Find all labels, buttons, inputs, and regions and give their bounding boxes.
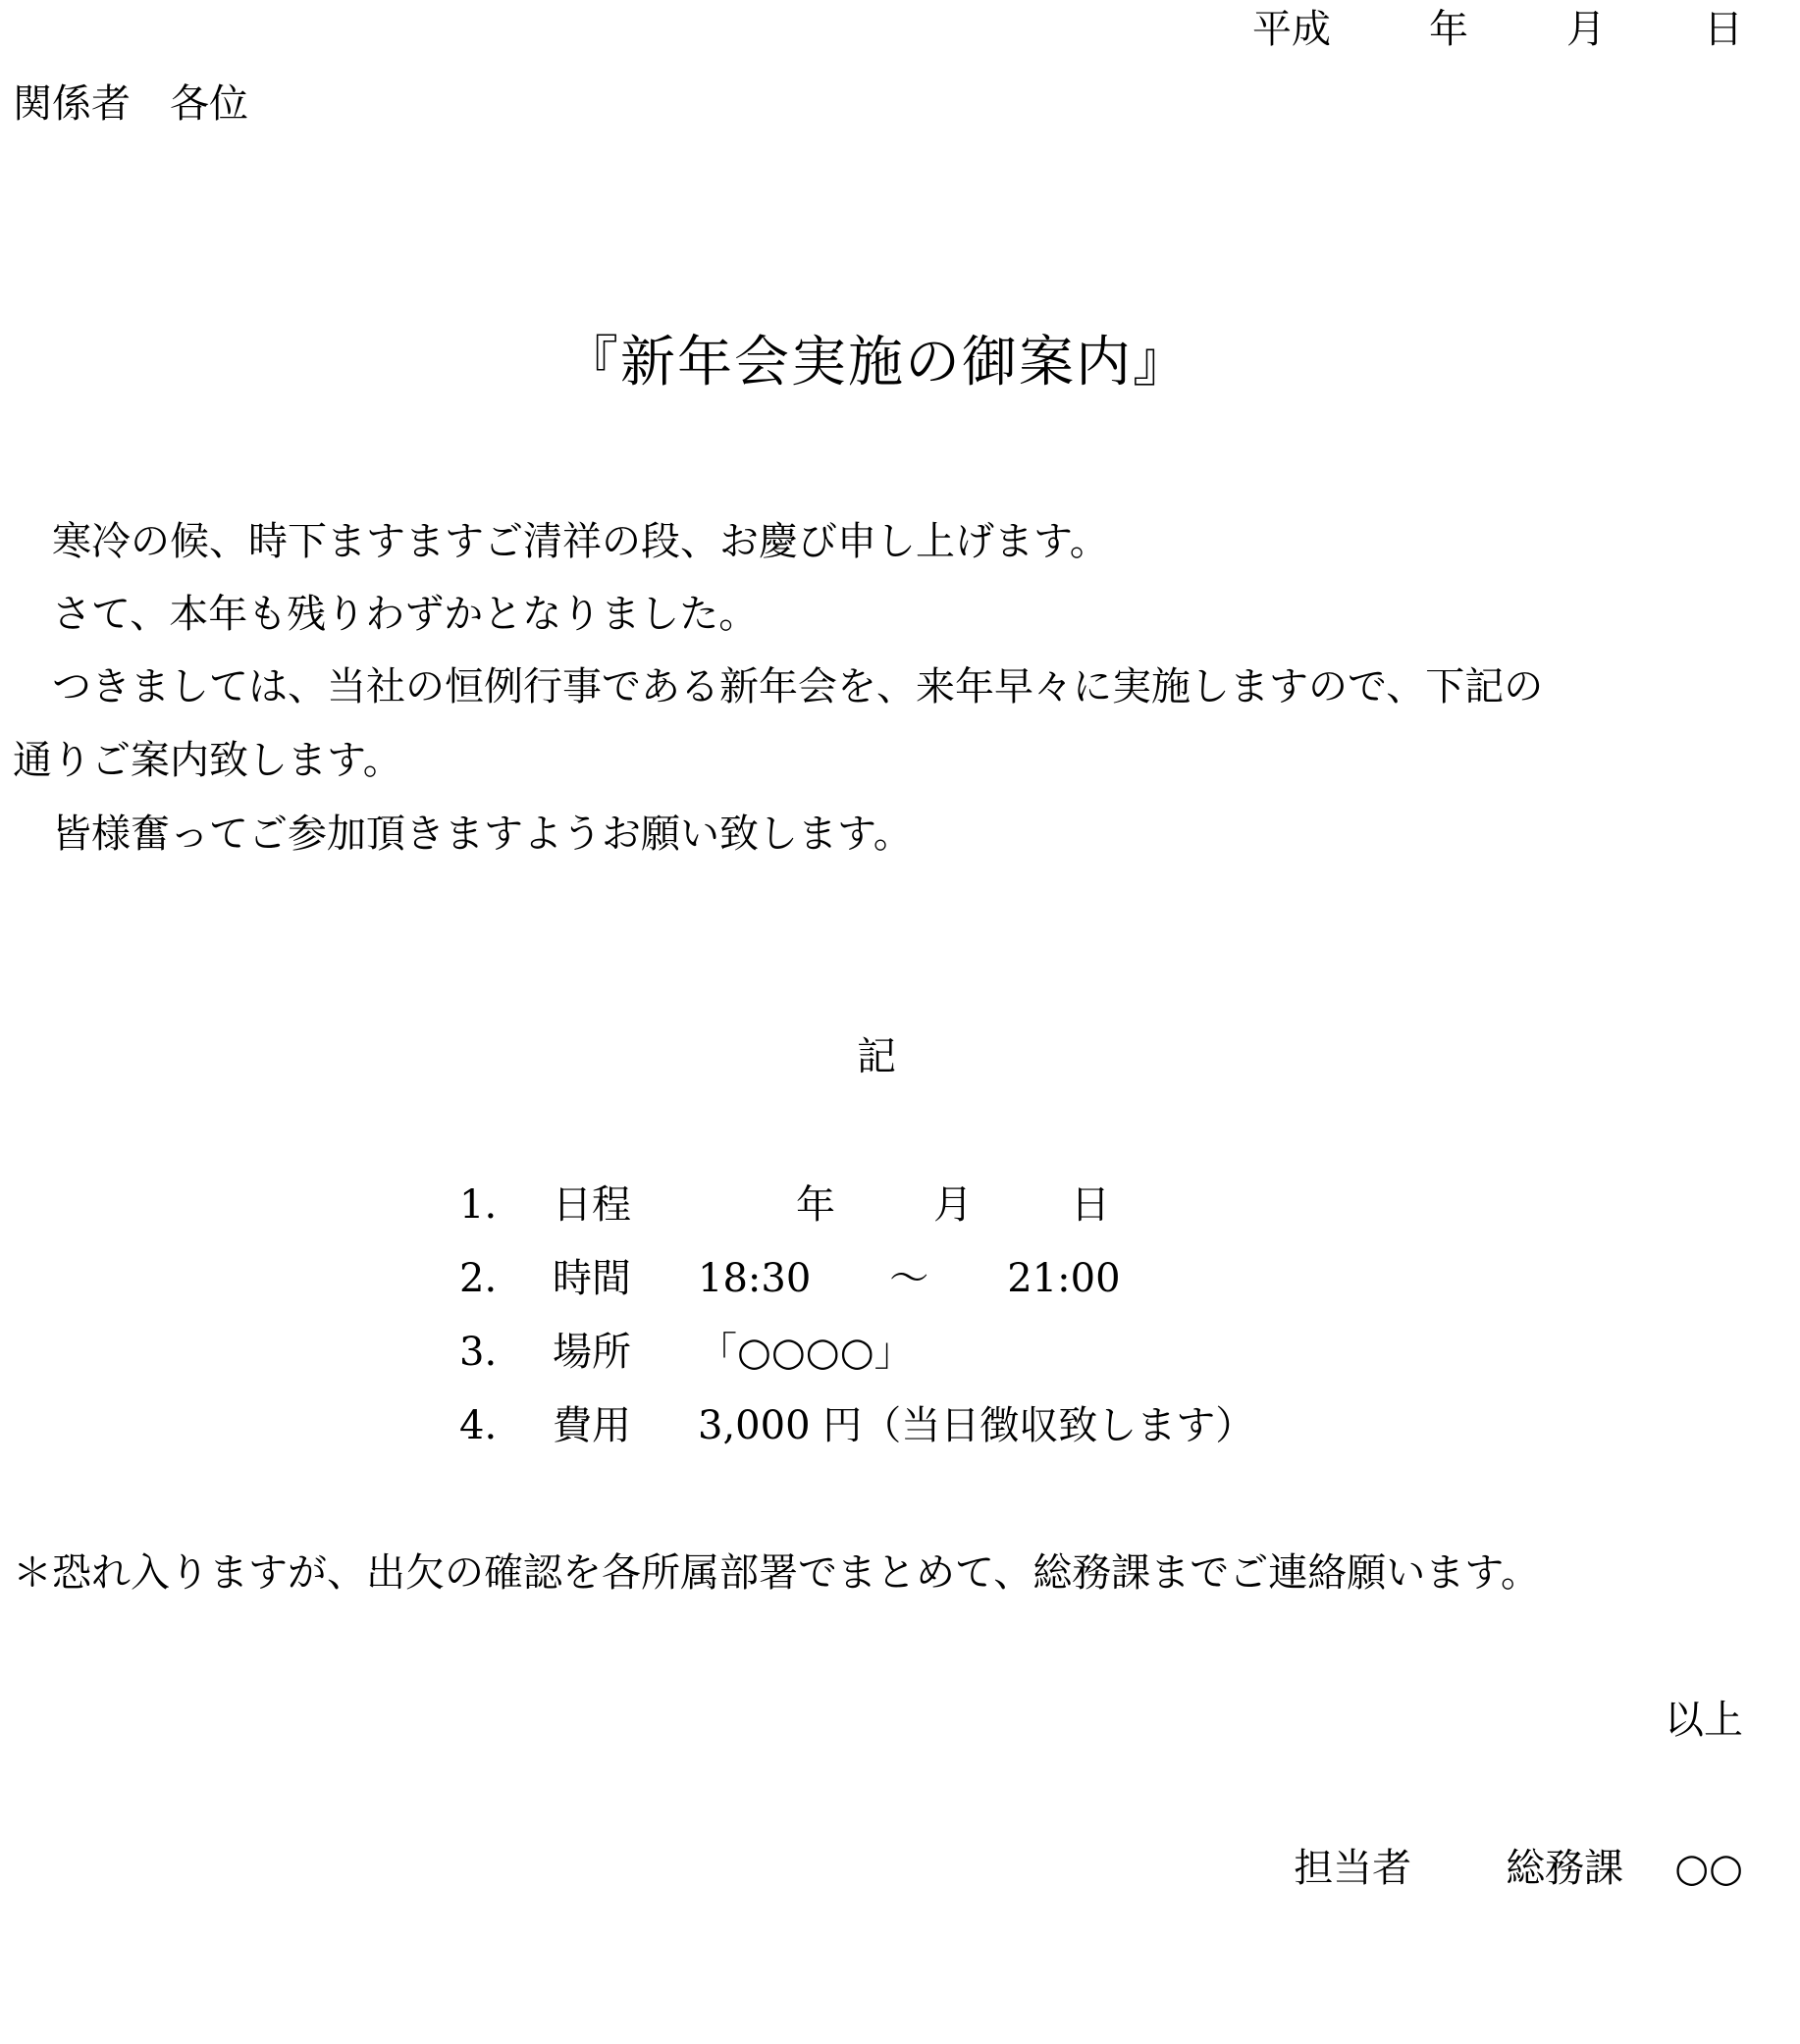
detail-item-time bbox=[459, 1256, 1121, 1301]
ki-heading: 記 bbox=[857, 1034, 896, 1079]
attendance-note: ＊恐れ入りますが、出欠の確認を各所属部署でまとめて、総務課までご連絡願います。 bbox=[13, 1550, 1540, 1596]
item-month-unit: 月 bbox=[933, 1182, 973, 1228]
contact-name: ○○ bbox=[1674, 1846, 1743, 1891]
closing-ijo: 以上 bbox=[1665, 1698, 1743, 1743]
item-value: 3,000 円（当日徴収致します） bbox=[698, 1403, 1255, 1448]
item-number: 1. bbox=[459, 1182, 498, 1228]
detail-item-place bbox=[459, 1330, 914, 1375]
detail-item-fee bbox=[459, 1403, 1255, 1448]
document-title: 『新年会実施の御案内』 bbox=[563, 331, 1190, 394]
body-paragraph-5: 皆様奮ってご参加頂きますようお願い致します。 bbox=[13, 812, 913, 857]
item-number: 3. bbox=[459, 1330, 498, 1375]
body-paragraph-4: 通りご案内致します。 bbox=[13, 738, 402, 783]
item-year-unit: 年 bbox=[796, 1182, 835, 1228]
date-month-unit: 月 bbox=[1566, 7, 1606, 52]
item-value: 「○○○○」 bbox=[698, 1330, 914, 1375]
document-date bbox=[1252, 7, 1743, 52]
item-label: 日程 bbox=[553, 1182, 631, 1228]
contact-dept: 総務課 bbox=[1506, 1846, 1624, 1891]
body-paragraph-2: さて、本年も残りわずかとなりました。 bbox=[13, 592, 759, 637]
date-era: 平成 bbox=[1252, 7, 1331, 52]
item-number: 4. bbox=[459, 1403, 498, 1448]
contact-person bbox=[1294, 1846, 1743, 1891]
date-year-unit: 年 bbox=[1429, 7, 1468, 52]
item-number: 2. bbox=[459, 1256, 498, 1301]
item-label: 時間 bbox=[553, 1256, 631, 1301]
contact-label: 担当者 bbox=[1294, 1846, 1412, 1891]
detail-item-schedule bbox=[459, 1182, 1110, 1228]
item-day-unit: 日 bbox=[1071, 1182, 1110, 1228]
body-paragraph-1: 寒冷の候、時下ますますご清祥の段、お慶び申し上げます。 bbox=[13, 519, 1109, 564]
body-paragraph-3: つきましては、当社の恒例行事である新年会を、来年早々に実施しますので、下記の bbox=[13, 664, 1544, 709]
item-label: 場所 bbox=[553, 1330, 631, 1375]
item-date-value bbox=[698, 1182, 1110, 1228]
addressee: 関係者 各位 bbox=[13, 81, 248, 127]
date-day-unit: 日 bbox=[1704, 7, 1743, 52]
item-value: 18:30 ～ 21:00 bbox=[698, 1256, 1121, 1301]
item-label: 費用 bbox=[553, 1403, 631, 1448]
